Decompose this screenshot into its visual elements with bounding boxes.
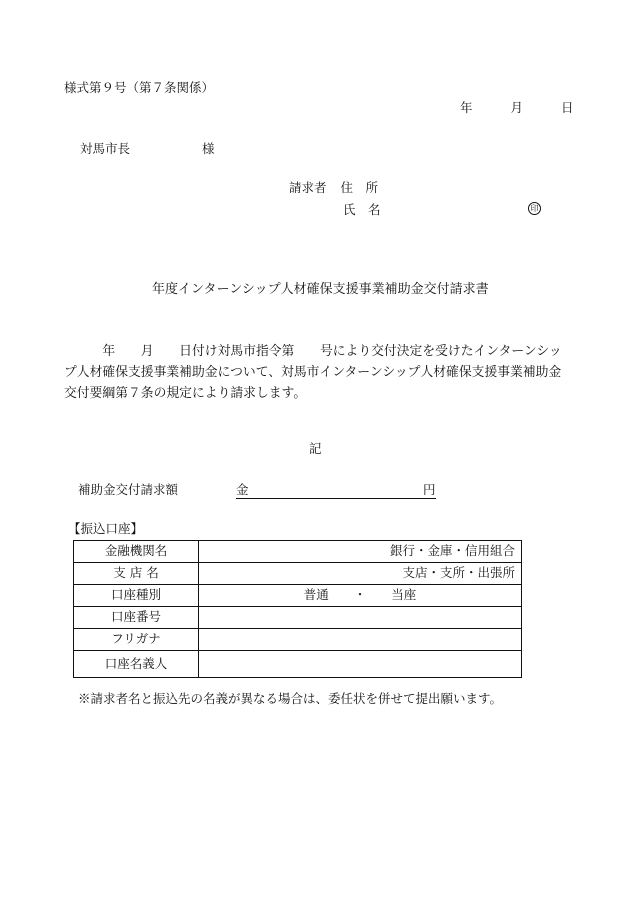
bank-value: 支店・支所・出張所 <box>199 563 522 585</box>
date-line <box>460 102 573 115</box>
document-title: 年度インターンシップ人材確保支援事業補助金交付請求書 <box>152 282 489 297</box>
addressee <box>80 143 215 156</box>
amount-prefix: 金 <box>236 482 249 497</box>
bank-row-branch <box>74 563 522 585</box>
bank-row-account-number <box>74 607 522 629</box>
bank-table <box>73 540 522 678</box>
bank-row-account-type <box>74 585 522 607</box>
requester-address-row <box>289 182 378 195</box>
ki-heading: 記 <box>309 441 322 456</box>
body-paragraph: 年 月 日付け対馬市指令第 号により交付決定を受けたインターンシップ人材確保支援事業補助金について、対馬市インターンシップ人材確保支援事業補助金交付要綱第７条の規定により請求します。 <box>64 344 562 401</box>
date-month: 月 <box>510 100 523 115</box>
bank-value <box>199 607 522 629</box>
date-day: 日 <box>560 100 574 115</box>
bank-row-account-holder <box>74 651 522 678</box>
amount-suffix: 円 <box>423 482 436 497</box>
name-label: 氏 名 <box>343 202 381 217</box>
bank-label: 口座種別 <box>74 585 199 607</box>
amount-underline <box>236 498 436 499</box>
date-year: 年 <box>460 100 473 115</box>
bank-label: フリガナ <box>74 629 199 651</box>
bank-label: 金融機関名 <box>74 541 199 563</box>
bank-label: 口座番号 <box>74 607 199 629</box>
bank-row-institution <box>74 541 522 563</box>
bank-heading: 【振込口座】 <box>68 521 144 536</box>
addressee-name: 対馬市長 <box>80 141 131 156</box>
footnote: ※請求者名と振込先の名義が異なる場合は、委任状を併せて提出願います。 <box>78 691 503 706</box>
bank-value <box>199 629 522 651</box>
bank-value: 普通 ・ 当座 <box>199 585 522 607</box>
requester-label: 請求者 <box>289 180 327 195</box>
bank-value <box>199 651 522 678</box>
addressee-honorific: 様 <box>202 141 215 156</box>
address-label: 住 所 <box>340 180 378 195</box>
bank-label: 支 店 名 <box>74 563 199 585</box>
requester-name-row <box>343 204 381 217</box>
bank-value: 銀行・金庫・信用組合 <box>199 541 522 563</box>
amount-label: 補助金交付請求額 <box>78 482 179 497</box>
bank-label: 口座名義人 <box>74 651 199 678</box>
form-number: 様式第９号（第７条関係） <box>64 80 215 95</box>
bank-row-furigana <box>74 629 522 651</box>
seal-mark: 印 <box>528 202 541 215</box>
